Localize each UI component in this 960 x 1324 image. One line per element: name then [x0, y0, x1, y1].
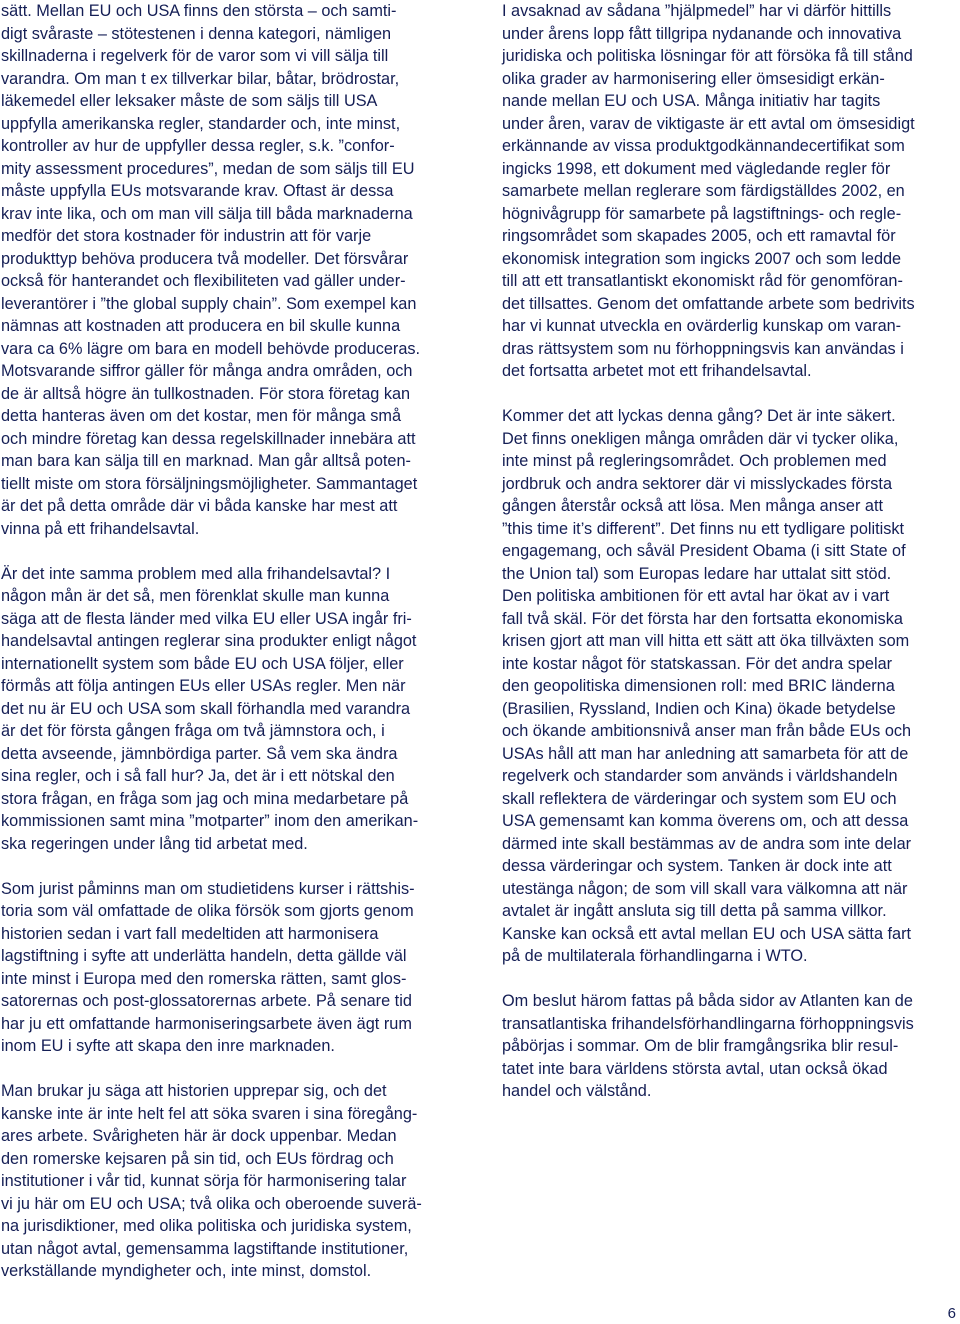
text-line: USAs håll att man har anledning att samarbeta för att de — [502, 744, 909, 763]
text-line: vi ju här om EU och USA; två olika och oberoende suverä- — [1, 1194, 422, 1213]
text-line: historien sedan i vart fall medeltiden att harmonisera — [1, 924, 379, 943]
text-line: ska regeringen under lång tid arbetat med. — [1, 834, 308, 853]
text-line: det fortsatta arbetet mot ett frihandelsavtal. — [502, 362, 812, 380]
text-line: engagemang, och såväl President Obama (i sitt State of — [502, 542, 906, 560]
text-line: krisen gjort att man vill hitta ett sätt att öka tillväxten som — [502, 632, 910, 650]
text-line: högnivågrupp för samarbete på lagstiftnings- och regle- — [502, 204, 902, 223]
text-line: under årens lopp fått tillgripa nydanande och innovativa — [502, 24, 902, 43]
text-line: nämnas att kostnaden att producera en bil skulle kunna — [1, 317, 401, 335]
text-line: tatet inte bara världens största avtal, utan också ökad — [502, 1059, 888, 1078]
text-line: juridiska och politiska lösningar för att försöka få till stånd — [502, 47, 913, 65]
paragraph — [1, 0, 459, 540]
left-text-column — [1, 0, 459, 1305]
paragraph — [1, 563, 459, 856]
text-line: det nu är EU och USA som skall förhandla med varandra — [1, 699, 411, 718]
text-line: har ju ett omfattande harmoniseringsarbete även ägt rum — [1, 1014, 412, 1033]
text-line: leverantörer i ”the global supply chain”. Som exempel kan — [1, 294, 417, 313]
text-line: skillnaderna i regelverk för de varor som vi vill sälja till — [1, 47, 389, 65]
text-line: varandra. Om man t ex tillverkar bilar, båtar, brödrostar, — [1, 69, 400, 88]
text-line: krav inte lika, och om man vill sälja till båda marknaderna — [1, 204, 413, 223]
text-line: kontroller av hur de uppfyller dessa regler, s.k. ”confor- — [1, 137, 395, 155]
text-line: transatlantiska frihandelsförhandlingarna förhoppningsvis — [502, 1014, 914, 1033]
text-line: Den politiska ambitionen för ett avtal har ökat av i vart — [502, 587, 890, 605]
text-line: kanske inte är inte helt fel att söka svaren i sina föregång- — [1, 1104, 418, 1123]
text-line: Motsvarande siffror gäller för många andra områden, och — [1, 362, 413, 380]
text-line: man bara kan sälja till en marknad. Man går alltså poten- — [1, 452, 411, 470]
paragraph — [1, 1080, 459, 1283]
text-line: dessa värderingar och system. Tanken är dock inte att — [502, 857, 892, 875]
text-line: kommissionen samt mina ”motparter” inom den amerikan- — [1, 812, 419, 830]
text-line: Som jurist påminns man om studietidens kurser i rättshis- — [1, 879, 415, 898]
text-line: till att ett transatlantiskt ekonomiskt råd för genomföran- — [502, 272, 903, 290]
text-line: ringsområdet som skapades 2005, och ett ramavtal för — [502, 227, 896, 245]
text-line: inte minst på regleringsområdet. Och problemen med — [502, 452, 887, 470]
text-line: digt svåraste – stötestenen i denna kategori, nämligen — [1, 24, 392, 43]
text-line: Kommer det att lyckas denna gång? Det är inte säkert. — [502, 407, 896, 425]
text-line: läkemedel eller leksaker måste de som säljs till USA — [1, 92, 378, 110]
text-line: Om beslut härom fattas på båda sidor av Atlanten kan de — [502, 992, 913, 1010]
text-line: vara ca 6% lägre om bara en modell behövde produceras. — [1, 339, 421, 358]
text-line: är det på detta område där vi båda kanske har mest att — [1, 497, 398, 515]
text-line: regelverk och standarder som används i världshandeln — [502, 767, 898, 785]
text-line: nande mellan EU och USA. Många initiativ har tagits — [502, 92, 881, 110]
text-line: avtalet är ingått ansluta sig till detta på samma villkor. — [502, 902, 887, 920]
text-line: Kanske kan också ett avtal mellan EU och USA sätta fart — [502, 924, 912, 943]
text-line: detta avseende, jämnbördiga parter. Så vem ska ändra — [1, 744, 398, 763]
text-line: na jurisdiktioner, med olika politiska och juridiska system, — [1, 1217, 412, 1235]
text-line: också för hanterandet och flexibiliteten vad gäller under- — [1, 272, 406, 290]
text-line: ingicks 1998, ett dokument med vägledande regler för — [502, 159, 891, 178]
text-line: the Union tal) som Europas ledare har uttalat sitt stöd. — [502, 564, 892, 583]
text-line: den romerske kejsaren på sin tid, och EUs fördrag och — [1, 1149, 394, 1168]
paragraph — [502, 405, 960, 968]
text-line: någon mån är det så, men förenklat skulle man kunna — [1, 587, 390, 605]
text-line: verkställande myndigheter och, inte minst, domstol. — [1, 1262, 372, 1280]
paragraph — [1, 878, 459, 1058]
text-line: medför det stora kostnader för industrin att för varje — [1, 227, 372, 245]
text-line: Man brukar ju säga att historien upprepar sig, och det — [1, 1082, 387, 1100]
text-line: utestänga någon; de som vill skall vara välkomna att när — [502, 879, 908, 898]
text-line: USA gemensamt kan komma överens om, och att dessa — [502, 812, 909, 830]
text-line: måste uppfylla EUs motsvarande krav. Oftast är dessa — [1, 182, 394, 200]
text-line: detta hanteras även om det kostar, men för många små — [1, 407, 402, 425]
text-line: det tillsattes. Genom det omfattande arbete som bedrivits — [502, 294, 915, 313]
paragraph — [502, 990, 960, 1103]
text-line: Är det inte samma problem med alla frihandelsavtal? I — [1, 564, 391, 583]
text-line: samarbete mellan reglerare som färdigställdes 2002, en — [502, 182, 905, 200]
text-line: (Brasilien, Ryssland, Indien och Kina) ökade betydelse — [502, 699, 896, 718]
text-line: säga att de flesta länder med vilka EU eller USA ingår fri- — [1, 609, 412, 628]
text-line: påbörjas i sommar. Om de blir framgångsrika blir resul- — [502, 1037, 899, 1055]
text-line: stora frågan, en fråga som jag och mina medarbetare på — [1, 789, 409, 808]
text-line: uppfylla amerikanska regler, standarder och, inte minst, — [1, 114, 401, 133]
text-line: sina regler, och i så fall hur? Ja, det är i ett nötskal den — [1, 767, 395, 785]
text-line: under åren, varav de viktigaste är ett avtal om ömsesidigt — [502, 114, 915, 133]
text-line: den geopolitiska dimensionen roll: med BRIC länderna — [502, 677, 895, 695]
text-line: på de multilaterala förhandlingarna i WTO. — [502, 947, 808, 965]
text-line: olika grader av harmonisering eller ömsesidigt erkän- — [502, 69, 885, 88]
text-line: dras rättsystem som nu förhoppningsvis kan användas i — [502, 339, 904, 358]
text-line: satorernas och post-glossatorernas arbete. På senare tid — [1, 992, 412, 1010]
right-text-column — [502, 0, 960, 1125]
text-line: jordbruk och andra sektorer där vi misslyckades första — [502, 474, 893, 493]
text-line: och mindre företag kan dessa regelskillnader innebära att — [1, 429, 416, 448]
text-line: institutioner i vår tid, kunnat sörja för harmonisering talar — [1, 1172, 407, 1190]
text-line: Det finns onekligen många områden där vi tycker olika, — [502, 429, 899, 448]
text-line: inte minst i Europa med den romerska rätten, samt glos- — [1, 969, 407, 988]
text-line: ekonomisk integration som ingicks 2007 och som ledde — [502, 249, 902, 268]
text-line: mity assessment procedures”, medan de som säljs till EU — [1, 159, 415, 178]
text-line: fall två skäl. För det första har den fortsatta ekonomiska — [502, 609, 903, 628]
text-line: ares arbete. Svårigheten här är dock uppenbar. Medan — [1, 1127, 397, 1145]
text-line: internationellt system som både EU och USA följer, eller — [1, 654, 404, 673]
text-line: sätt. Mellan EU och USA finns den största – och samti- — [1, 2, 397, 20]
text-line: därmed inte skall bestämmas av de andra som inte delar — [502, 834, 912, 853]
text-line: handel och välstånd. — [502, 1082, 652, 1100]
text-line: handelsavtal antingen reglerar sina produkter enligt något — [1, 632, 417, 650]
text-line: I avsaknad av sådana ”hjälpmedel” har vi därför hittills — [502, 2, 892, 20]
text-line: lagstiftning i syfte att underlätta handeln, detta gällde väl — [1, 947, 407, 965]
text-line: utan något avtal, gemensamma lagstiftande institutioner, — [1, 1239, 409, 1258]
text-line: erkännande av vissa produktgodkännandecertifikat som — [502, 137, 905, 155]
paragraph — [502, 0, 960, 383]
text-line: ”this time it’s different”. Det finns nu ett tydligare politiskt — [502, 519, 905, 538]
page-number: 6 — [947, 1305, 956, 1322]
text-line: inte kostar något för statskassan. För det andra spelar — [502, 654, 893, 673]
text-line: tiellt miste om stora försäljningsmöjligheter. Sammantaget — [1, 474, 418, 493]
text-line: gången återstår också att lösa. Men många anser att — [502, 497, 884, 515]
text-line: vinna på ett frihandelsavtal. — [1, 519, 200, 538]
text-line: toria som väl omfattade de olika försök som gjorts genom — [1, 902, 414, 920]
text-line: har vi kunnat utveckla en ovärderlig kunskap om varan- — [502, 317, 902, 335]
text-line: inom EU i syfte att skapa den inre marknaden. — [1, 1037, 335, 1055]
text-line: är det för första gången fråga om två jämnstora och, i — [1, 722, 385, 740]
text-line: och ökande ambitionsnivå anser man från både EUs och — [502, 722, 912, 740]
text-line: de är alltså högre än tullkostnaden. För stora företag kan — [1, 384, 411, 403]
text-line: produkttyp behöva producera två modeller. Det försvårar — [1, 249, 409, 268]
text-line: förmås att följa antingen EUs eller USAs regler. Men när — [1, 677, 406, 695]
text-line: skall reflektera de värderingar och system som EU och — [502, 789, 897, 808]
